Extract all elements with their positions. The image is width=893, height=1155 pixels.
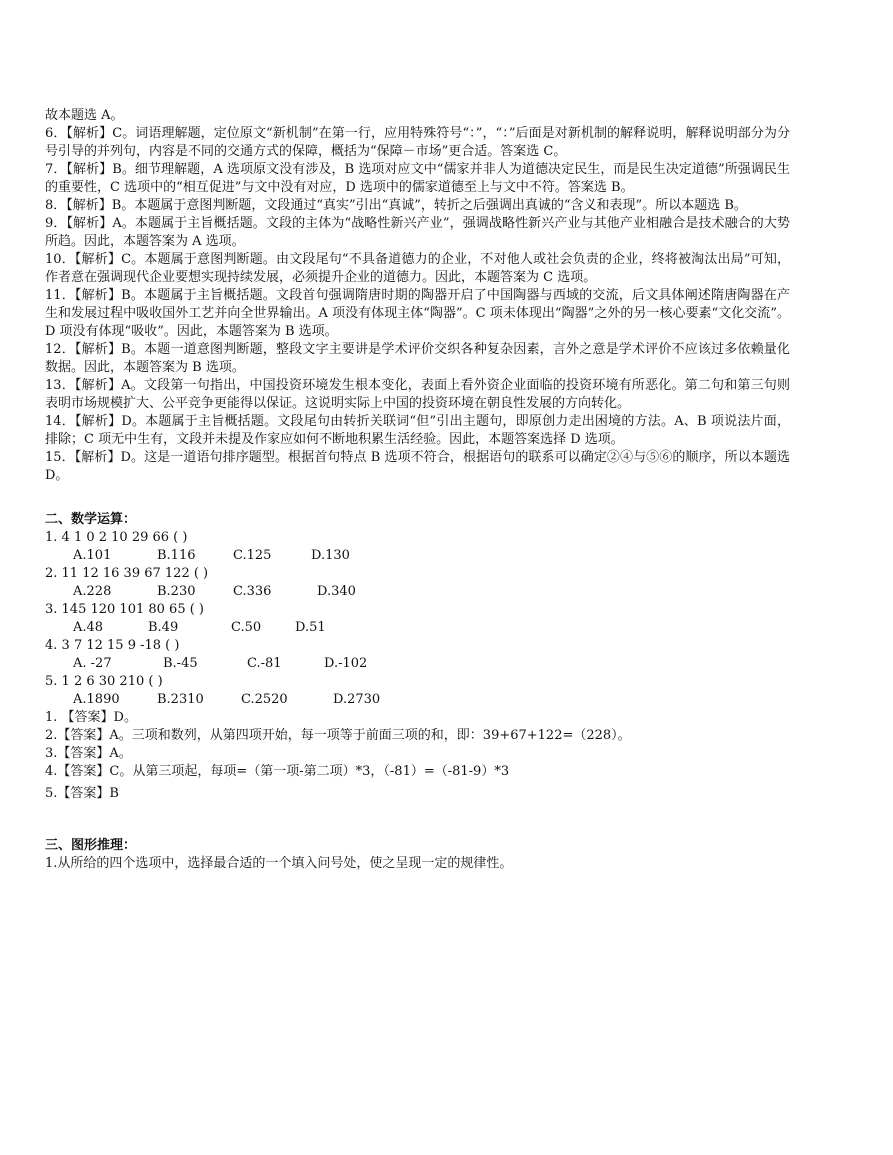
analysis-item-9: 9．【解析】A。本题属于主旨概括题。文段的主体为“战略性新兴产业”，强调战略性新兴产业与其他产业相融合是技术融合的大势所趋。因此，本题答案为 A 选项。 bbox=[45, 216, 790, 249]
option-a: A.101 bbox=[73, 548, 112, 563]
option-b: B.2310 bbox=[157, 692, 204, 707]
option-c: C.50 bbox=[231, 620, 262, 635]
math-question-1: 1. 4 1 0 2 10 29 66 ( ) bbox=[45, 530, 188, 545]
math-section bbox=[45, 511, 790, 803]
option-b: B.49 bbox=[148, 620, 179, 635]
math-options-4 bbox=[73, 655, 790, 673]
math-answer-2: 2.【答案】A。三项和数列，从第四项开始，每一项等于前面三项的和，即：39+67+122=（228）。 bbox=[45, 728, 631, 743]
analysis-item-15: 15．【解析】D。这是一道语句排序题型。根据首句特点 B 选项不符合，根据语句的联系可以确定②④与⑤⑥的顺序，所以本题选 D。 bbox=[45, 450, 790, 483]
option-a: A.228 bbox=[73, 584, 112, 599]
analysis-item-10: 10．【解析】C。本题属于意图判断题。由文段尾句“不具备道德力的企业，不对他人或社会负责的企业，终将被淘汰出局”可知，作者意在强调现代企业要想实现持续发展，必须提升企业的道德力。因此，本题答案为 C 选项。 bbox=[45, 252, 790, 285]
math-answer-5: 5.【答案】B bbox=[45, 786, 119, 801]
analysis-item-6: 6．【解析】C。词语理解题，定位原文“新机制”在第一行，应用特殊符号“：”，“：”后面是对新机制的解释说明，解释说明部分为分号引导的并列句，内容是不同的交通方式的保障，概括为“保障－市场”更合适。答案选 C。 bbox=[45, 126, 790, 159]
math-answer-1: 1. 【答案】D。 bbox=[45, 710, 137, 725]
math-options-5 bbox=[73, 691, 790, 709]
math-question-2: 2. 11 12 16 39 67 122 ( ) bbox=[45, 566, 209, 581]
option-d: D.2730 bbox=[333, 692, 381, 707]
document-page bbox=[45, 107, 790, 873]
option-d: D.51 bbox=[295, 620, 326, 635]
analysis-item-12: 12．【解析】B。本题一道意图判断题，整段文字主要讲是学术评价交织各种复杂因素，言外之意是学术评价不应该过多依赖量化数据。因此，本题答案为 B 选项。 bbox=[45, 342, 790, 375]
figure-question-1: 1.从所给的四个选项中，选择最合适的一个填入问号处，使之呈现一定的规律性。 bbox=[45, 856, 513, 871]
option-c: C.-81 bbox=[247, 656, 282, 671]
option-d: D.130 bbox=[311, 548, 350, 563]
math-question-4: 4. 3 7 12 15 9 -18 ( ) bbox=[45, 638, 180, 653]
math-answer-4: 4.【答案】C。从第三项起，每项=（第一项-第二项）*3，（-81）=（-81-9）*3 bbox=[45, 764, 510, 779]
option-d: D.340 bbox=[317, 584, 356, 599]
option-a: A. -27 bbox=[73, 656, 112, 671]
option-c: C.125 bbox=[233, 548, 272, 563]
option-d: D.-102 bbox=[324, 656, 368, 671]
math-options-3 bbox=[73, 619, 790, 637]
analysis-item-8: 8．【解析】B。本题属于意图判断题，文段通过“真实”引出“真诚”，转折之后强调出真诚的“含义和表现”。所以本题选 B。 bbox=[45, 198, 747, 213]
option-b: B.116 bbox=[157, 548, 196, 563]
math-question-5: 5. 1 2 6 30 210 ( ) bbox=[45, 674, 163, 689]
analysis-item-14: 14．【解析】D。本题属于主旨概括题。文段尾句由转折关联词“但”引出主题句，即原创力走出困境的方法。A、B 项说法片面，排除；C 项无中生有，文段并未提及作家应如何不断地积累生活经验。因此，本题答案选择 D 选项。 bbox=[45, 414, 790, 447]
analysis-section bbox=[45, 107, 790, 485]
analysis-tail: 故本题选 A。 bbox=[45, 108, 124, 123]
math-options-1 bbox=[73, 547, 790, 565]
analysis-item-13: 13．【解析】A。文段第一句指出，中国投资环境发生根本变化，表面上看外资企业面临的投资环境有所恶化。第二句和第三句则表明市场规模扩大、公平竞争更能得以保证。这说明实际上中国的投资环境在朝良性发展的方向转化。 bbox=[45, 378, 790, 411]
math-section-title: 二、数学运算： bbox=[45, 512, 137, 527]
option-b: B.-45 bbox=[163, 656, 198, 671]
option-b: B.230 bbox=[157, 584, 196, 599]
math-answer-3: 3.【答案】A。 bbox=[45, 746, 132, 761]
option-c: C.336 bbox=[233, 584, 272, 599]
figure-section-title: 三、图形推理： bbox=[45, 838, 137, 853]
option-c: C.2520 bbox=[241, 692, 288, 707]
math-options-2 bbox=[73, 583, 790, 601]
math-question-3: 3. 145 120 101 80 65 ( ) bbox=[45, 602, 204, 617]
analysis-item-7: 7．【解析】B。细节理解题，A 选项原文没有涉及，B 选项对应文中“儒家并非人为道德决定民生，而是民生决定道德”所强调民生的重要性，C 选项中的“相互促进”与文中没有对应，D 选项中的儒家道德至上与文中不符。答案选 B。 bbox=[45, 162, 790, 195]
option-a: A.48 bbox=[73, 620, 104, 635]
analysis-item-11: 11．【解析】B。本题属于主旨概括题。文段首句强调隋唐时期的陶器开启了中国陶器与西域的交流，后文具体阐述隋唐陶器在产生和发展过程中吸收国外工艺并向全世界输出。A 项没有体现主体“陶器”。C 项未体现出“陶器”之外的另一核心要素“文化交流”。D 项没有体现“吸收”。因此，本题答案为 B 选项。 bbox=[45, 288, 790, 339]
figure-section bbox=[45, 837, 790, 873]
option-a: A.1890 bbox=[73, 692, 120, 707]
